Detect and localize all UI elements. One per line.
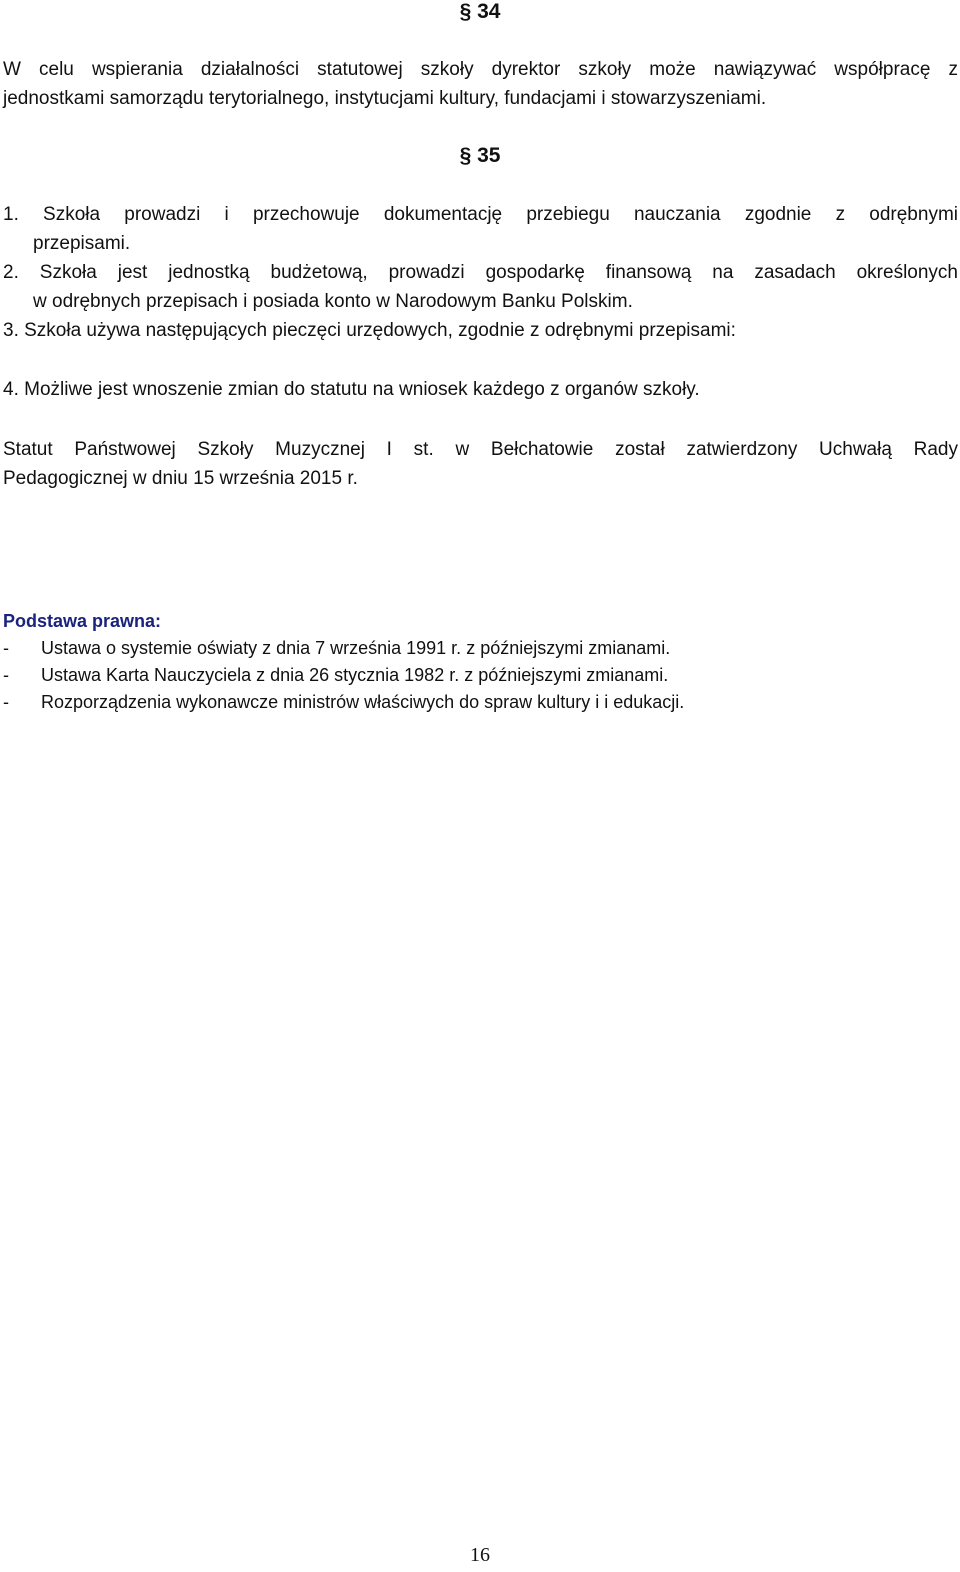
list-item-line: 4. Możliwe jest wnoszenie zmian do statutu na wniosek każdego z organów szkoły. [3, 379, 700, 400]
legal-basis-item [3, 635, 958, 662]
paragraph-line: Statut Państwowej Szkoły Muzycznej I st. w Bełchatowie został zatwierdzony Uchwałą Rady [3, 439, 958, 460]
section-35-item-4 [3, 375, 958, 404]
section-heading-34: § 34 [459, 0, 501, 23]
list-item-continuation [3, 287, 958, 316]
list-item-line: 1. Szkoła prowadzi i przechowuje dokumentację przebiegu nauczania zgodnie z odrębnymi [3, 204, 958, 225]
page-number: 16 [470, 1544, 490, 1566]
legal-basis-text: Rozporządzenia wykonawcze ministrów właściwych do spraw kultury i i edukacji. [41, 692, 685, 712]
legal-basis-label: Podstawa prawna: [3, 611, 162, 631]
section-35-list [3, 200, 958, 345]
list-item-line: 2. Szkoła jest jednostką budżetową, prowadzi gospodarkę finansową na zasadach określonych [3, 262, 958, 283]
list-dash: - [3, 638, 9, 658]
list-item-line: przepisami. [33, 233, 131, 254]
section-34-paragraph [3, 55, 958, 113]
legal-basis-item [3, 662, 958, 689]
legal-basis-item [3, 689, 958, 716]
list-dash: - [3, 665, 9, 685]
list-item-continuation [3, 229, 958, 258]
list-dash: - [3, 692, 9, 712]
legal-basis [3, 608, 958, 716]
approval-paragraph [3, 435, 958, 493]
list-item-line: w odrębnych przepisach i posiada konto w Narodowym Banku Polskim. [33, 291, 633, 312]
list-item-line: 3. Szkoła używa następujących pieczęci urzędowych, zgodnie z odrębnymi przepisami: [3, 320, 736, 341]
list-item [3, 316, 958, 345]
paragraph-line: Pedagogicznej w dniu 15 września 2015 r. [3, 468, 358, 489]
legal-basis-text: Ustawa Karta Nauczyciela z dnia 26 stycznia 1982 r. z późniejszymi zmianami. [41, 665, 669, 685]
paragraph-line: jednostkami samorządu terytorialnego, instytucjami kultury, fundacjami i stowarzyszeniami. [3, 88, 767, 109]
section-heading-35: § 35 [459, 144, 501, 167]
paragraph-line: W celu wspierania działalności statutowej szkoły dyrektor szkoły może nawiązywać współpracę z [3, 59, 958, 80]
list-item [3, 200, 958, 229]
list-item [3, 258, 958, 287]
legal-basis-text: Ustawa o systemie oświaty z dnia 7 września 1991 r. z późniejszymi zmianami. [41, 638, 671, 658]
